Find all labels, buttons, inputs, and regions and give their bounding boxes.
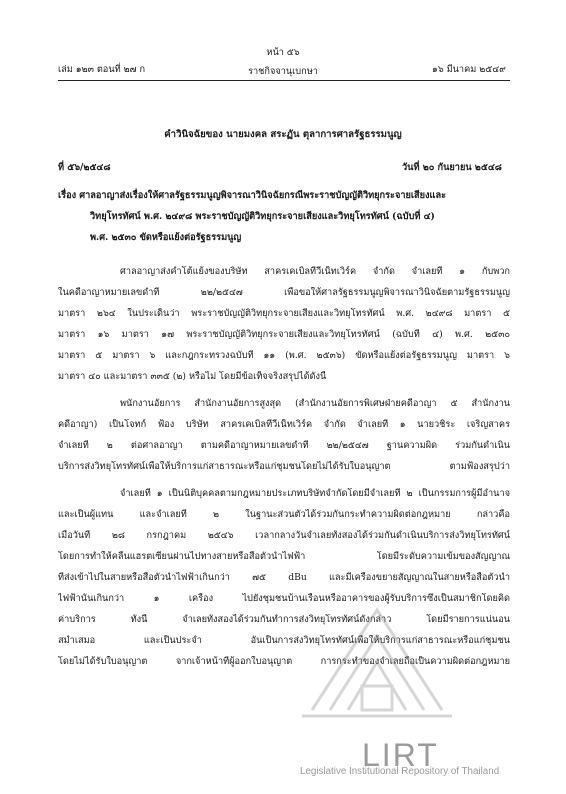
body-line: จำเลยที่ ๑ เป็นนิติบุคคลตามกฎหมายประเภทบริษัทจำกัดโดยมีจำเลยที่ ๒ เป็นกรรมการผู้มีอำนาจ — [120, 488, 510, 499]
body-line: บริการส่งวิทยุโทรทัศน์เพื่อให้บริการแก่สาธารณะหรือแก่ชุมชนโดยไม่ได้รับใบอนุญาต ตามฟ้องสรุปว่า — [58, 461, 510, 472]
body-line: และเป็นผู้แทน และจำเลยที่ ๒ ในฐานะส่วนตัวได้ร่วมกันกระทำความผิดต่อกฎหมาย กล่าวคือ — [58, 509, 510, 520]
ref-date: วันที่ ๒๐ กันยายน ๒๕๔๘ — [402, 162, 502, 173]
page-number: หน้า ๕๖ — [266, 47, 300, 58]
subject-line: พ.ศ. ๒๕๓๐ ขัดหรือแย้งต่อรัฐธรรมนูญ — [90, 232, 242, 243]
body-line: ที่ส่งเข้าไปในสายหรือสื่อตัวนำไฟฟ้าเกินกว่า ๗๕ dBu และมีเครื่องขยายสัญญาณในสายหรือสื่อตัวนำ — [58, 572, 510, 583]
body-line: พนักงานอัยการ สำนักงานอัยการสูงสุด (สำนักงานอัยการพิเศษฝ่ายคดีอาญา ๕ สำนักงาน — [120, 398, 510, 409]
body-line: จำเลยที่ ๒ ต่อศาลอาญา ตามคดีอาญาหมายเลขดำที่ ๒๒/๒๕๔๗ ฐานความผิด ร่วมกันดำเนิน — [58, 440, 510, 451]
subject-line: วิทยุโทรทัศน์ พ.ศ. ๒๔๙๘ พระราชบัญญัติวิทยุกระจายเสียงและวิทยุโทรทัศน์ (ฉบับที่ ๔) — [90, 211, 435, 222]
gazette-name: ราชกิจจานุเบกษา — [248, 66, 318, 77]
header-divider — [58, 80, 510, 81]
document-title: คำวินิจฉัยของ นายมงคล สระฏัน ตุลาการศาลรัฐธรรมนูญ — [164, 129, 402, 140]
gazette-date: ๑๖ มีนาคม ๒๕๔๙ — [432, 64, 506, 75]
parliament-emblem-watermark — [292, 600, 462, 720]
body-line: มาตรา ๔๐ และมาตรา ๓๓๕ (๒) หรือไม่ โดยมีข้อเท็จจริงสรุปได้ดังนี้ — [58, 371, 327, 382]
lirt-caption: Legislative Institutional Repository of Thailand — [300, 766, 500, 777]
body-line: มาตรา ๑๖ มาตรา ๑๗ พระราชบัญญัติวิทยุกระจายเสียงและวิทยุโทรทัศน์ (ฉบับที่ ๔) พ.ศ. ๒๕๓๐ — [58, 329, 510, 340]
subject-line: เรื่อง ศาลอาญาส่งเรื่องให้ศาลรัฐธรรมนูญพิจารณาวินิจฉัยกรณีพระราชบัญญัติวิทยุกระจายเสียงและ — [58, 190, 447, 201]
body-line: ศาลอาญาส่งคำโต้แย้งของบริษัท สาครเคเบิ้ลทีวีเน็ทเวิร์ค จำกัด จำเลยที่ ๑ กับพวก — [120, 266, 510, 277]
body-line: คดีอาญา) เป็นโจทก์ ฟ้อง บริษัท สาครเคเบิ้ลทีวีเน็ทเวิร์ค จำกัด จำเลยที่ ๑ นายวชิระ เจริญสาคร — [58, 419, 510, 430]
ref-number: ที่ ๕๖/๒๕๔๘ — [58, 162, 111, 173]
body-line: มาตรา ๒๖๔ ในประเด็นว่า พระราชบัญญัติวิทยุกระจายเสียงและวิทยุโทรทัศน์ พ.ศ. ๒๔๙๘ มาตรา ๕ — [58, 308, 510, 319]
body-line: ไฟฟ้านั้นเกินกว่า ๑ เครื่อง ไปยังชุมชนบ้านเรือนหรืออาคารของผู้รับบริการซึ่งเป็นสมาชิกโดยคิด — [58, 593, 510, 604]
body-line: มาตรา ๕ มาตรา ๖ และกฎกระทรวงฉบับที่ ๑๑ (พ.ศ. ๒๕๓๖) ขัดหรือแย้งต่อรัฐธรรมนูญ มาตรา ๖ — [58, 350, 510, 361]
body-line: ในคดีอาญาหมายเลขดำที่ ๒๒/๒๕๔๗ เพื่อขอให้ศาลรัฐธรรมนูญพิจารณาวินิจฉัยตามรัฐธรรมนูญ — [58, 287, 510, 298]
body-line: ค่าบริการ ทั้งนี้ จำเลยทั้งสองได้ร่วมกันทำการส่งวิทยุโทรทัศน์ดังกล่าว โดยมีรายการแน่นอน — [58, 614, 510, 625]
body-line: เมื่อวันที่ ๒๘ กรกฎาคม ๒๕๔๖ เวลากลางวันจำเลยทั้งสองได้ร่วมกันดำเนินบริการส่งวิทยุโทรทัศน์ — [58, 530, 510, 541]
volume-issue: เล่ม ๑๒๓ ตอนที่ ๒๗ ก — [58, 64, 146, 75]
body-line: โดยไม่ได้รับใบอนุญาต จากเจ้าหน้าที่ผู้ออกใบอนุญาต การกระทำของจำเลยถือเป็นความผิดต่อกฎหมาย — [58, 656, 510, 667]
body-line: โดยการทำให้คลื่นแฮรตเซียนผ่านไปทางสายหรือสื่อตัวนำไฟฟ้า โดยมีระดับความเข้มของสัญญาณ — [58, 551, 510, 562]
body-line: สม่ำเสมอ และเป็นประจำ อันเป็นการส่งวิทยุโทรทัศน์เพื่อให้บริการแก่สาธารณะหรือแก่ชุมชน — [58, 635, 510, 646]
lirt-logo-text: LIRT — [362, 737, 439, 773]
